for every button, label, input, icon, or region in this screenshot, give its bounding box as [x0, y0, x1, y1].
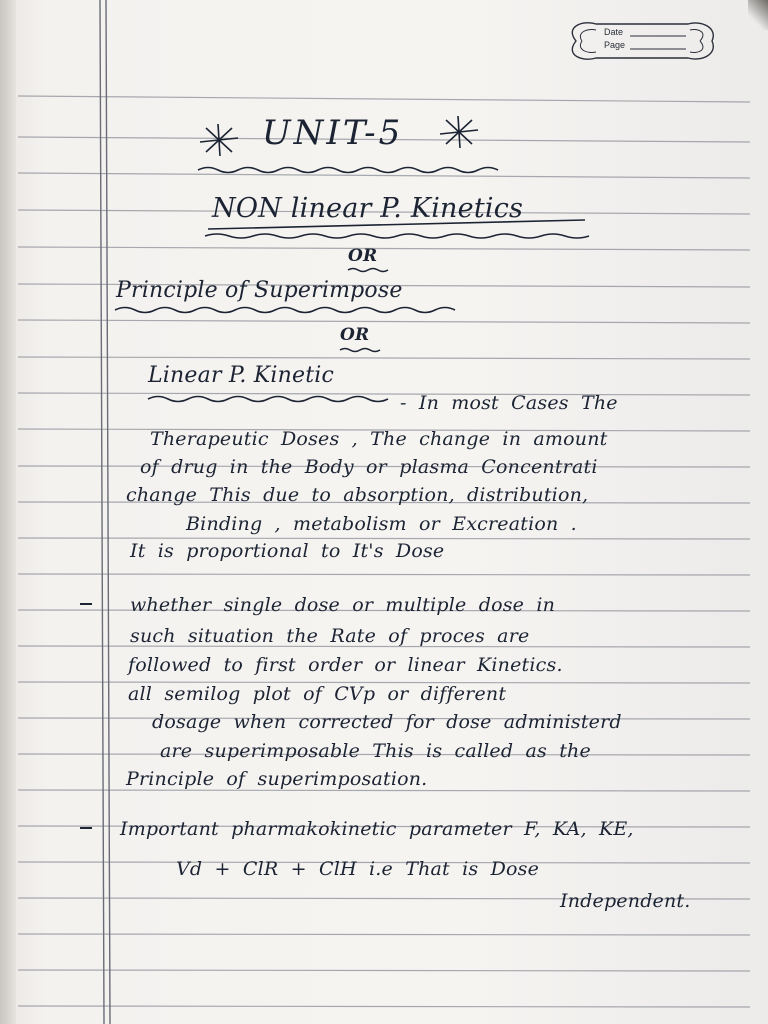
paragraph-2-line-3: followed to first order or linear Kinetics.	[128, 654, 563, 676]
paragraph-2-line-5: dosage when corrected for dose administerd	[152, 711, 622, 733]
subtitle: Linear P. Kinetic	[148, 363, 335, 388]
page-title: NON linear P. Kinetics	[212, 193, 524, 224]
unit-heading: UNIT-5	[262, 113, 404, 153]
paragraph-3-line-1: Important pharmakokinetic parameter F, KA, KE,	[120, 818, 634, 840]
paragraph-2-line-2: such situation the Rate of proces are	[130, 625, 530, 647]
or-separator-2: OR	[340, 325, 370, 345]
paragraph-2-line-1: whether single dose or multiple dose in	[130, 594, 556, 616]
paragraph-2-line-4: all semilog plot of CVp or different	[128, 683, 507, 705]
bullet-dash	[80, 827, 92, 829]
paragraph-1-line-5: Binding , metabolism or Excreation .	[186, 513, 577, 535]
paragraph-3-line-2: Vd + ClR + ClH i.e That is Dose	[176, 858, 540, 880]
paragraph-2-line-7: Principle of superimposation.	[126, 768, 428, 790]
paragraph-1-line-4: change This due to absorption, distribution,	[126, 484, 589, 506]
or-separator-1: OR	[348, 246, 378, 266]
bullet-dash	[80, 603, 92, 605]
page-label: Page	[604, 40, 626, 50]
alt-title: Principle of Superimpose	[116, 278, 403, 303]
paragraph-1-line-6: It is proportional to It's Dose	[130, 540, 445, 562]
paragraph-1-line-1: - In most Cases The	[400, 392, 618, 414]
paragraph-1-line-3: of drug in the Body or plasma Concentrati	[140, 456, 598, 478]
date-label: Date	[604, 27, 624, 37]
paragraph-1-line-2: Therapeutic Doses , The change in amount	[150, 428, 608, 450]
paragraph-3-line-3: Independent.	[560, 890, 691, 912]
paragraph-2-line-6: are superimposable This is called as the	[160, 740, 591, 762]
